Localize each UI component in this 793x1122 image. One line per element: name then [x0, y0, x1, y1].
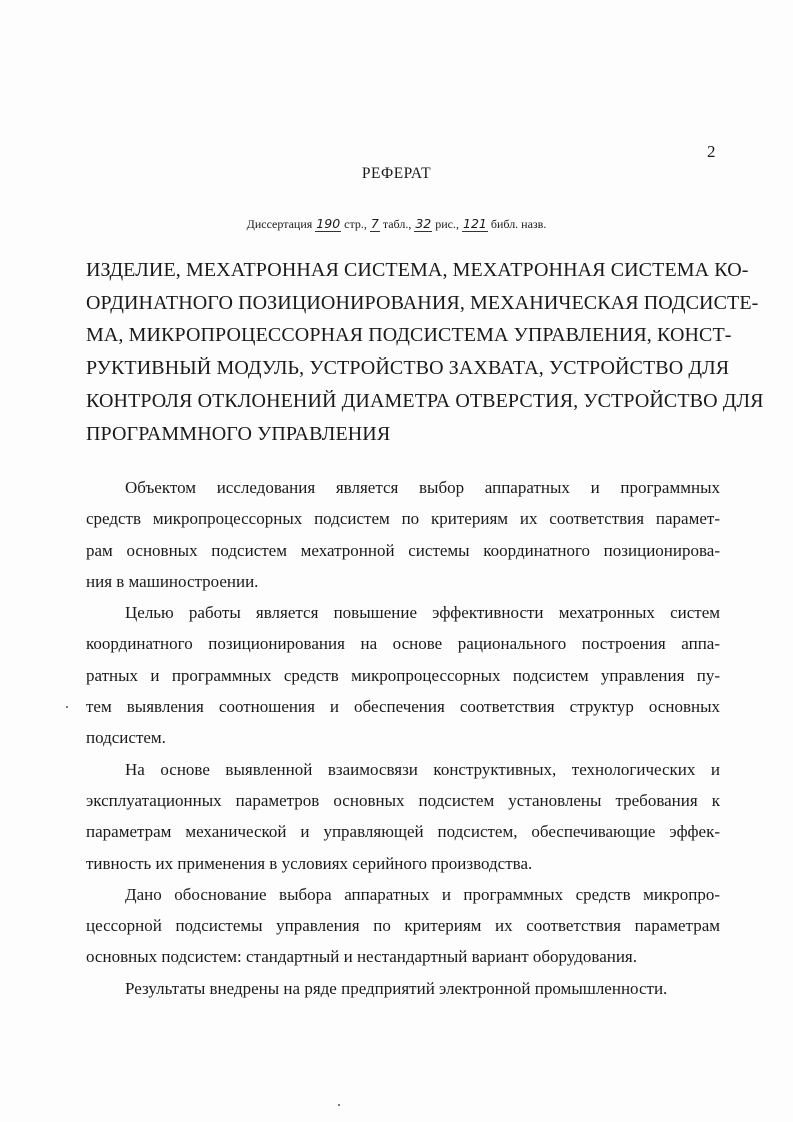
paragraph-line: Объектом исследования является выбор аппаратных и программных — [125, 478, 720, 497]
stats-figures-unit: рис., — [435, 217, 459, 231]
paragraph-justification — [86, 879, 720, 973]
paragraph-line: тем выявления соотношения и обеспечения соответствия структур основных — [86, 697, 720, 717]
paragraph-line: Дано обоснование выбора аппаратных и программных средств микропро- — [125, 884, 720, 904]
scan-speck — [338, 1104, 340, 1106]
keywords-line: ОРДИНАТНОГО ПОЗИЦИОНИРОВАНИЯ, МЕХАНИЧЕСКАЯ ПОДСИСТЕ- — [86, 291, 759, 314]
paragraph-line: цессорной подсистемы управления по критериям их соответствия параметрам — [86, 916, 720, 936]
paragraph-line: подсистем. — [86, 728, 166, 748]
dissertation-stats — [0, 216, 793, 232]
keywords-line: ПРОГРАММНОГО УПРАВЛЕНИЯ — [86, 422, 391, 445]
paragraph-line: тивность их применения в условиях серийного производства. — [86, 853, 533, 873]
paragraph-goal — [86, 597, 720, 753]
paragraph-line: Результаты внедрены на ряде предприятий электронной промышленности. — [125, 978, 668, 998]
paragraph-line: Целью работы является повышение эффективности мехатронных систем — [125, 603, 720, 623]
stats-refs-unit: библ. назв. — [490, 217, 547, 231]
stats-pages-value: 190 — [316, 216, 341, 231]
paragraph-requirements — [86, 754, 720, 879]
paragraph-line: параметрам механической и управляющей подсистем, обеспечивающие эффек- — [86, 822, 720, 842]
page-title: РЕФЕРАТ — [361, 165, 432, 182]
paragraph-line: эксплуатационных параметров основных подсистем установлены требования к — [86, 790, 720, 810]
stats-prefix: Диссертация — [246, 217, 313, 231]
paragraph-line: средств микропроцессорных подсистем по критериям их соответствия парамет- — [86, 509, 720, 529]
paragraph-line: координатного позиционирования на основе рационального построения аппа- — [86, 634, 720, 654]
paragraph-line: На основе выявленной взаимосвязи конструктивных, технологических и — [125, 759, 720, 779]
paragraph-line: ния в машиностроении. — [86, 571, 259, 591]
paragraph-object — [86, 472, 720, 597]
paragraph-line: рам основных подсистем мехатронной системы координатного позиционирова- — [86, 540, 720, 560]
paragraph-line: основных подсистем: стандартный и нестандартный вариант оборудования. — [86, 947, 637, 967]
page-number: 2 — [707, 142, 716, 161]
keywords-line: КОНТРОЛЯ ОТКЛОНЕНИЙ ДИАМЕТРА ОТВЕРСТИЯ, УСТРОЙСТВО ДЛЯ — [86, 389, 764, 412]
stats-figures-value: 32 — [415, 216, 432, 231]
paragraph-line: ратных и программных средств микропроцессорных подсистем управления пу- — [86, 665, 720, 685]
stats-tables-unit: табл., — [382, 217, 412, 231]
stats-pages-unit: стр., — [344, 217, 367, 231]
keywords-block — [86, 254, 764, 450]
stats-tables-value: 7 — [370, 216, 379, 231]
keywords-line: ИЗДЕЛИЕ, МЕХАТРОННАЯ СИСТЕМА, МЕХАТРОННАЯ СИСТЕМА КО- — [86, 259, 749, 281]
abstract-body — [86, 472, 720, 1004]
paragraph-results — [86, 973, 720, 1004]
stats-refs-value: 121 — [463, 216, 487, 231]
scan-speck — [66, 706, 68, 708]
keywords-line: РУКТИВНЫЙ МОДУЛЬ, УСТРОЙСТВО ЗАХВАТА, УСТРОЙСТВО ДЛЯ — [86, 357, 730, 380]
keywords-line: МА, МИКРОПРОЦЕССОРНАЯ ПОДСИСТЕМА УПРАВЛЕНИЯ, КОНСТ- — [86, 324, 732, 347]
